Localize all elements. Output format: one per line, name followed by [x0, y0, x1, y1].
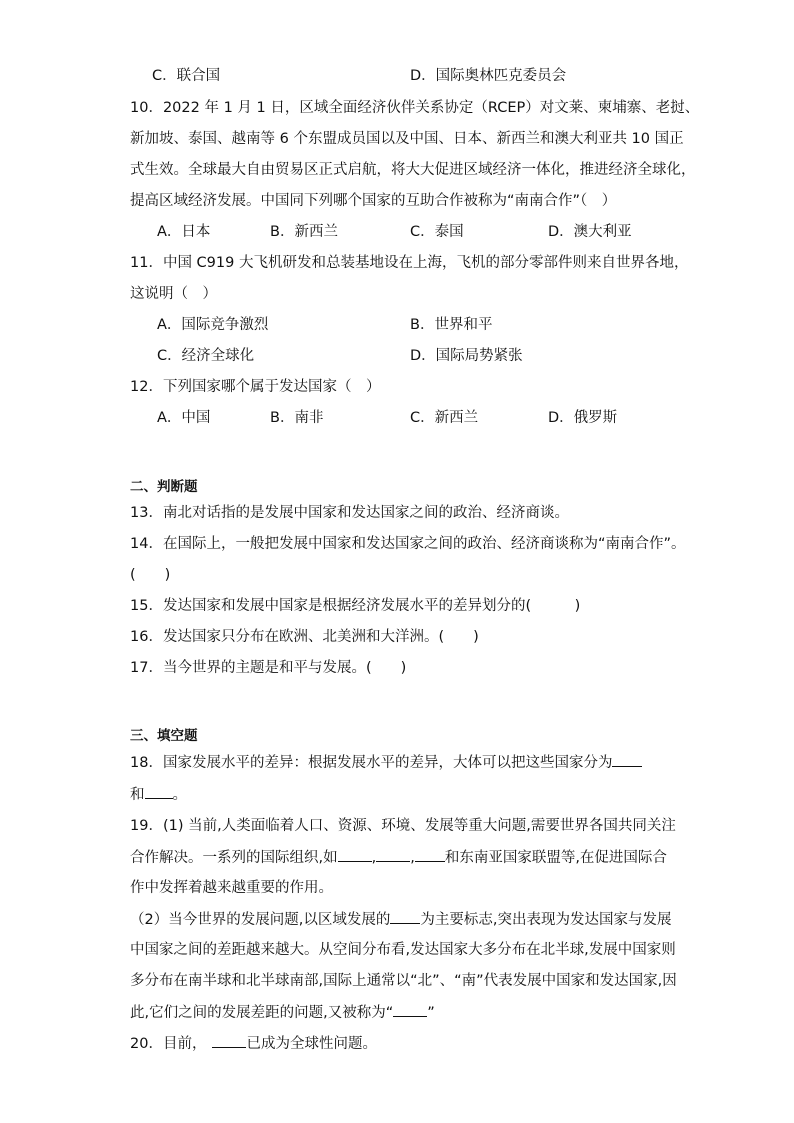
q12-line-1: 12．下列国家哪个属于发达国家（ ） [130, 379, 381, 395]
q19-line-2-d: 和东南亚国家联盟等,在促进国际合 [444, 850, 667, 866]
q11-option-c: C．经济全球化 [157, 348, 255, 364]
q10-line-3: 式生效。全球最大自由贸易区正式启航，将大大促进区域经济一体化，推进经济全球化， [130, 162, 696, 178]
q12-option-d: D．俄罗斯 [548, 410, 618, 426]
q19-blank-1[interactable] [338, 847, 372, 862]
q19-line-2-a: 合作解决。一系列的国际组织,如 [130, 850, 338, 866]
q20-line [130, 1033, 377, 1054]
q10-option-b: B．新西兰 [270, 224, 338, 240]
q18-text: 18．国家发展水平的差异：根据发展水平的差异，大体可以把这些国家分为 [130, 755, 613, 771]
q20-blank[interactable] [212, 1033, 246, 1048]
q19-line-6: 多分布在南半球和北半球南部,国际上通常以“北”、“南”代表发展中国家和发达国家,因 [130, 973, 677, 989]
q20-b: 已成为全球性问题。 [246, 1036, 377, 1052]
q12-option-a: A．中国 [157, 410, 211, 426]
q19-line-4 [130, 909, 671, 930]
section-title-judgement: 二、判断题 [130, 479, 198, 495]
q19-line-2-c: , [410, 850, 415, 866]
q20-a: 20．目前， [130, 1036, 207, 1052]
q18-and: 和 [130, 787, 145, 803]
q19-blank-5[interactable] [393, 1002, 427, 1017]
q10-option-c: C．泰国 [410, 224, 464, 240]
q14-line-1: 14．在国际上，一般把发展中国家和发达国家之间的政治、经济商谈称为“南南合作”。 [130, 536, 686, 552]
q9-option-d: D．国际奥林匹克委员会 [410, 68, 567, 84]
q11-option-d: D．国际局势紧张 [410, 348, 523, 364]
q19-line-7-a: 此,它们之间的发展差距的问题,又被称为“ [130, 1005, 394, 1021]
q10-line-4: 提高区域经济发展。中国同下列哪个国家的互助合作被称为“南南合作”（ ） [130, 193, 617, 209]
q19-line-2-b: , [371, 850, 377, 866]
q11-option-a: A．国际竞争激烈 [157, 317, 269, 333]
q19-blank-4[interactable] [390, 909, 420, 924]
q19-line-2 [130, 847, 667, 868]
q12-option-b: B．南非 [270, 410, 324, 426]
q18-end: 。 [172, 787, 187, 803]
q11-option-b: B．世界和平 [410, 317, 493, 333]
q16: 16．发达国家只分布在欧洲、北美洲和大洋洲。( ) [130, 629, 479, 645]
q12-option-c: C．新西兰 [410, 410, 479, 426]
q10-line-2: 新加坡、泰国、越南等 6 个东盟成员国以及中国、日本、新西兰和澳大利亚共 10 国正 [130, 131, 684, 147]
q14-line-2: ( ) [130, 567, 171, 583]
q18-line-2 [130, 784, 187, 805]
q19-blank-2[interactable] [376, 847, 410, 862]
q11-line-1: 11．中国 C919 大飞机研发和总装基地设在上海，飞机的部分零部件则来自世界各地， [130, 255, 689, 271]
q13: 13．南北对话指的是发展中国家和发达国家之间的政治、经济商谈。 [130, 505, 569, 521]
q10-option-a: A．日本 [157, 224, 211, 240]
q19-line-4-b: 为主要标志,突出表现为发达国家与发展 [420, 912, 672, 928]
q19-line-7 [130, 1002, 435, 1023]
q19-line-7-b: ” [427, 1005, 435, 1021]
q19-line-4-a: （2）当今世界的发展问题,以区域发展的 [130, 912, 391, 928]
q15: 15．发达国家和发展中国家是根据经济发展水平的差异划分的( ) [130, 598, 581, 614]
q18-blank-2[interactable] [145, 784, 173, 799]
q18-blank-1[interactable] [612, 752, 642, 767]
q19-line-5: 中国家之间的差距越来越大。从空间分布看,发达国家大多分布在北半球,发展中国家则 [130, 942, 676, 958]
q17: 17．当今世界的主题是和平与发展。( ) [130, 660, 407, 676]
q19-line-3: 作中发挥着越来越重要的作用。 [130, 880, 333, 896]
q19-line-1: 19．(1) 当前,人类面临着人口、资源、环境、发展等重大问题,需要世界各国共同关注 [130, 818, 676, 834]
q19-blank-3[interactable] [415, 847, 445, 862]
q18-line-1 [130, 752, 642, 773]
q9-option-c: C．联合国 [152, 68, 221, 84]
q10-line-1: 10．2022 年 1 月 1 日，区域全面经济伙伴关系协定（RCEP）对文莱、柬埔寨、老挝、 [130, 100, 700, 116]
section-title-fill-blank: 三、填空题 [130, 728, 198, 744]
q11-line-2: 这说明（ ） [130, 286, 217, 302]
q10-option-d: D．澳大利亚 [548, 224, 632, 240]
